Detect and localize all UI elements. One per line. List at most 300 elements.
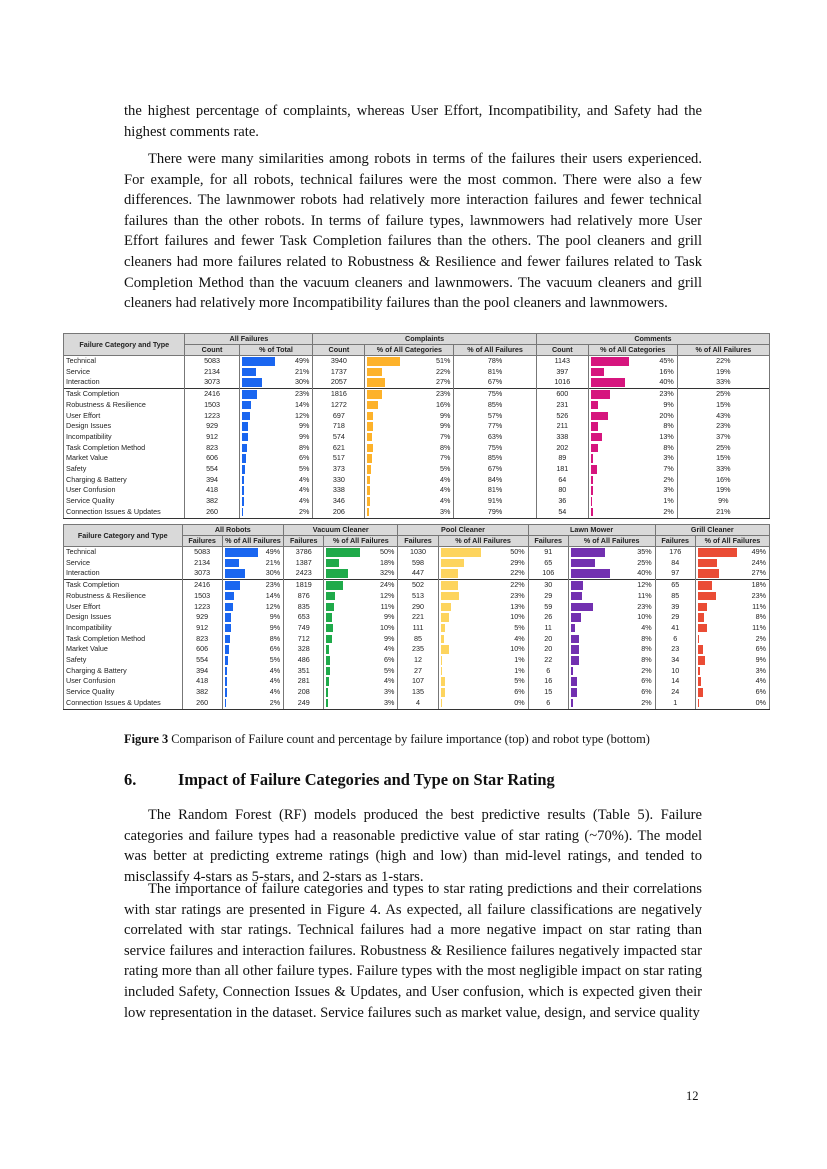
vac-percent <box>324 698 398 709</box>
data-bar <box>571 592 582 601</box>
failures-count: 6 <box>528 698 568 709</box>
percent-value: 4% <box>299 474 310 484</box>
pool-percent <box>438 698 528 709</box>
failures-count: 1 <box>655 698 695 709</box>
failures-count: 85 <box>655 591 695 602</box>
data-bar <box>698 592 716 601</box>
grill-percent <box>695 644 769 655</box>
data-bar <box>441 645 449 654</box>
count-value: 202 <box>536 443 588 454</box>
table-row <box>64 655 770 666</box>
all-failures-percent <box>239 475 313 486</box>
count-value: 929 <box>185 421 239 432</box>
row-label: Charging & Battery <box>64 475 185 486</box>
lawn-percent <box>568 558 655 569</box>
table-row <box>64 377 770 388</box>
percent-value: 51% <box>435 356 451 365</box>
count-value: 373 <box>313 464 365 475</box>
row-label: Service <box>64 367 185 378</box>
grill-percent <box>695 623 769 634</box>
row-label: Robustness & Resilience <box>64 591 183 602</box>
failures-count: 447 <box>398 568 438 579</box>
failures-count: 111 <box>398 623 438 634</box>
vac-percent <box>324 666 398 677</box>
all-percent <box>222 580 283 591</box>
subheader: % of Total <box>239 345 313 356</box>
group-header-comments: Comments <box>536 334 769 345</box>
comments-failure-percent: 25% <box>677 443 769 454</box>
data-bar <box>367 368 381 377</box>
percent-value: 2% <box>641 665 652 675</box>
data-bar <box>225 688 228 697</box>
pool-percent <box>438 644 528 655</box>
percent-value: 2% <box>755 633 766 643</box>
failures-count: 290 <box>398 602 438 613</box>
table-row <box>64 676 770 687</box>
failures-count: 24 <box>655 687 695 698</box>
all-percent <box>222 666 283 677</box>
count-value: 5083 <box>185 356 239 367</box>
percent-value: 9% <box>299 421 310 431</box>
table-row <box>64 612 770 623</box>
percent-value: 9% <box>384 633 395 643</box>
complaints-category-percent <box>365 453 454 464</box>
percent-value: 27% <box>751 568 766 578</box>
comments-failure-percent: 15% <box>677 400 769 411</box>
failures-count: 65 <box>655 580 695 591</box>
vac-percent <box>324 591 398 602</box>
vac-percent <box>324 580 398 591</box>
count-value: 338 <box>313 485 365 496</box>
vac-percent <box>324 634 398 645</box>
data-bar <box>571 613 581 622</box>
table-row <box>64 432 770 443</box>
failures-count: 606 <box>182 644 222 655</box>
page-number: 12 <box>686 1089 699 1103</box>
failures-count: 260 <box>182 698 222 709</box>
group-header-pool-cleaner: Pool Cleaner <box>398 525 528 536</box>
grill-percent <box>695 676 769 687</box>
percent-value: 10% <box>510 644 525 654</box>
data-bar <box>441 677 445 686</box>
percent-value: 3% <box>384 687 395 697</box>
percent-value: 23% <box>265 580 281 590</box>
pool-percent <box>438 666 528 677</box>
comments-failure-percent: 33% <box>677 377 769 388</box>
data-bar <box>242 486 245 495</box>
comments-failure-percent: 22% <box>677 356 769 367</box>
percent-value: 5% <box>269 655 281 665</box>
data-bar <box>225 613 231 622</box>
lawn-percent <box>568 698 655 709</box>
all-percent <box>222 602 283 613</box>
percent-value: 24% <box>751 557 766 567</box>
percent-value: 3% <box>755 665 766 675</box>
count-value: 912 <box>185 432 239 443</box>
subheader: % of All Categories <box>365 345 454 356</box>
data-bar <box>571 645 579 654</box>
failures-count: 2423 <box>284 568 324 579</box>
column-header-category: Failure Category and Type <box>64 525 183 547</box>
complaints-category-percent <box>365 377 454 388</box>
row-label: Service Quality <box>64 496 185 507</box>
percent-value: 4% <box>269 687 281 697</box>
failures-count: 91 <box>528 547 568 558</box>
failures-count: 106 <box>528 568 568 579</box>
group-header-grill-cleaner: Grill Cleaner <box>655 525 769 536</box>
all-failures-percent <box>239 400 313 411</box>
comments-category-percent <box>588 485 677 496</box>
row-label: Task Completion Method <box>64 443 185 454</box>
row-label: User Confusion <box>64 676 183 687</box>
lawn-percent <box>568 612 655 623</box>
count-value: 181 <box>536 464 588 475</box>
vac-percent <box>324 687 398 698</box>
pool-percent <box>438 634 528 645</box>
data-bar <box>441 699 443 708</box>
row-label: Market Value <box>64 453 185 464</box>
table-row <box>64 464 770 475</box>
percent-value: 5% <box>384 665 395 675</box>
count-value: 338 <box>536 432 588 443</box>
failures-count: 176 <box>655 547 695 558</box>
percent-value: 18% <box>380 557 395 567</box>
all-failures-percent <box>239 367 313 378</box>
data-bar <box>326 548 360 557</box>
failures-count: 929 <box>182 612 222 623</box>
paragraph-importance: The importance of failure categories and types to star rating predictions and their correlations with star ratings are presented in Figure 4. As expected, all failure classifications are negatively correlated with star ratings. Technical failures had a more negative impact on star rating than service failures and interaction failures. Robustness & Resilience failures negatively impacted star rating more than all other failure types. Failure types with the most negligible impact on star rating included Safety, Connection Issues & Updates, and User confusion, which is expected given their low representation in the dataset. Service failures such as market value, design, and service quality <box>124 881 702 1021</box>
data-bar <box>441 635 444 644</box>
failures-count: 502 <box>398 580 438 591</box>
data-bar <box>367 444 372 453</box>
percent-value: 11% <box>637 590 652 600</box>
percent-value: 9% <box>269 622 281 632</box>
failures-count: 30 <box>528 580 568 591</box>
section-number: 6. <box>124 770 137 789</box>
all-failures-percent <box>239 356 313 367</box>
data-bar <box>698 548 737 557</box>
data-bar <box>591 486 594 495</box>
percent-value: 23% <box>510 590 525 600</box>
complaints-failure-percent: 91% <box>454 496 536 507</box>
section-title: Impact of Failure Categories and Type on Star Rating <box>178 770 555 789</box>
data-bar <box>225 656 228 665</box>
data-bar <box>571 677 577 686</box>
percent-value: 13% <box>510 601 525 611</box>
table-row <box>64 496 770 507</box>
data-bar <box>326 645 329 654</box>
row-label: User Effort <box>64 602 183 613</box>
failures-count: 16 <box>528 676 568 687</box>
row-label: Design Issues <box>64 612 183 623</box>
percent-value: 6% <box>384 655 395 665</box>
failures-count: 39 <box>655 602 695 613</box>
data-bar <box>591 444 598 453</box>
percent-value: 9% <box>384 612 395 622</box>
percent-value: 16% <box>659 366 674 376</box>
data-bar <box>326 656 330 665</box>
paragraph-robot-similarities: There were many similarities among robots in terms of the failures their users experienced. For example, for all robots, technical failures were the most common. There were also a few differences. The lawnmower robots had relatively more interaction failures and fewer technical failures than the other robots. In terms of failure types, lawnmowers had relatively more User Effort failures and fewer Task Completion failures than the others. The pool cleaners and grill cleaners had more failures related to Robustness & Resilience and fewer failures related to Task Completion Method than the vacuum cleaners and lawnmowers. The vacuum cleaners and grill cleaners had relatively more Incompatibility failures than the pool cleaners and lawnmowers. <box>124 151 702 312</box>
lawn-percent <box>568 623 655 634</box>
subheader-failures: Failures <box>284 536 324 547</box>
row-label: Safety <box>64 464 185 475</box>
count-value: 64 <box>536 475 588 486</box>
table-row <box>64 400 770 411</box>
data-bar <box>225 581 240 590</box>
vac-percent <box>324 623 398 634</box>
percent-value: 9% <box>439 410 451 420</box>
vac-percent <box>324 558 398 569</box>
row-label: Technical <box>64 547 183 558</box>
vac-percent <box>324 676 398 687</box>
percent-value: 49% <box>295 356 310 365</box>
all-percent <box>222 558 283 569</box>
failures-count: 221 <box>398 612 438 623</box>
comments-category-percent <box>588 475 677 486</box>
grill-percent <box>695 580 769 591</box>
data-bar <box>326 581 342 590</box>
all-failures-percent <box>239 443 313 454</box>
row-label: User Effort <box>64 411 185 422</box>
all-failures-percent <box>239 507 313 518</box>
paragraph-continued: the highest percentage of complaints, whereas User Effort, Incompatibility, and Safety had the highest comments rate. <box>124 103 702 140</box>
failures-count: 135 <box>398 687 438 698</box>
figure-caption-text: Comparison of Failure count and percentage by failure importance (top) and robot type (bottom) <box>168 732 650 746</box>
data-bar <box>326 677 329 686</box>
lawn-percent <box>568 591 655 602</box>
complaints-failure-percent: 85% <box>454 400 536 411</box>
percent-value: 0% <box>755 697 766 707</box>
pool-percent <box>438 568 528 579</box>
lawn-percent <box>568 568 655 579</box>
percent-value: 4% <box>269 665 281 675</box>
row-label: Incompatibility <box>64 432 185 443</box>
data-bar <box>367 422 373 431</box>
failures-count: 20 <box>528 634 568 645</box>
count-value: 1816 <box>313 389 365 400</box>
vac-percent <box>324 547 398 558</box>
percent-value: 8% <box>641 633 652 643</box>
data-bar <box>441 624 445 633</box>
data-bar <box>698 656 705 665</box>
failures-count: 281 <box>284 676 324 687</box>
failures-count: 328 <box>284 644 324 655</box>
count-value: 600 <box>536 389 588 400</box>
all-failures-percent <box>239 377 313 388</box>
percent-value: 4% <box>299 496 310 506</box>
percent-value: 12% <box>637 580 652 590</box>
failures-count: 1819 <box>284 580 324 591</box>
data-bar <box>242 390 257 399</box>
count-value: 54 <box>536 507 588 518</box>
data-bar <box>326 559 338 568</box>
complaints-category-percent <box>365 367 454 378</box>
count-value: 346 <box>313 496 365 507</box>
complaints-failure-percent: 57% <box>454 411 536 422</box>
comments-category-percent <box>588 507 677 518</box>
percent-value: 50% <box>380 547 395 556</box>
failures-count: 12 <box>398 655 438 666</box>
complaints-failure-percent: 84% <box>454 475 536 486</box>
failures-count: 6 <box>528 666 568 677</box>
count-value: 1016 <box>536 377 588 388</box>
subheader-percent: % of All Failures <box>438 536 528 547</box>
data-bar <box>698 699 700 708</box>
count-value: 606 <box>185 453 239 464</box>
percent-value: 10% <box>637 612 652 622</box>
failures-count: 598 <box>398 558 438 569</box>
complaints-category-percent <box>365 411 454 422</box>
data-bar <box>242 422 248 431</box>
row-label: Task Completion <box>64 580 183 591</box>
comments-category-percent <box>588 421 677 432</box>
percent-value: 7% <box>439 431 451 441</box>
complaints-failure-percent: 67% <box>454 464 536 475</box>
table-row <box>64 507 770 518</box>
table-row <box>64 389 770 400</box>
failures-count: 97 <box>655 568 695 579</box>
data-bar <box>698 613 704 622</box>
subheader: % of All Failures <box>454 345 536 356</box>
complaints-category-percent <box>365 507 454 518</box>
grill-percent <box>695 687 769 698</box>
comments-failure-percent: 15% <box>677 453 769 464</box>
percent-value: 30% <box>265 568 281 578</box>
percent-value: 9% <box>299 431 310 441</box>
count-value: 330 <box>313 475 365 486</box>
data-bar <box>225 569 245 578</box>
percent-value: 12% <box>265 601 281 611</box>
data-bar <box>326 635 332 644</box>
row-label: Task Completion <box>64 389 185 400</box>
failures-count: 65 <box>528 558 568 569</box>
failures-count: 823 <box>182 634 222 645</box>
table-row <box>64 666 770 677</box>
data-bar <box>242 444 247 453</box>
comments-category-percent <box>588 377 677 388</box>
all-percent <box>222 634 283 645</box>
lawn-percent <box>568 687 655 698</box>
failures-count: 382 <box>182 687 222 698</box>
data-bar <box>225 603 233 612</box>
complaints-category-percent <box>365 475 454 486</box>
failure-importance-table <box>63 333 770 519</box>
percent-value: 25% <box>637 557 652 567</box>
count-value: 517 <box>313 453 365 464</box>
failures-count: 3786 <box>284 547 324 558</box>
percent-value: 8% <box>641 655 652 665</box>
table-row <box>64 591 770 602</box>
data-bar <box>698 688 703 697</box>
complaints-category-percent <box>365 389 454 400</box>
table-row <box>64 602 770 613</box>
row-label: Connection Issues & Updates <box>64 698 183 709</box>
data-bar <box>441 603 451 612</box>
failures-count: 394 <box>182 666 222 677</box>
percent-value: 8% <box>269 633 281 643</box>
lawn-percent <box>568 634 655 645</box>
failures-count: 59 <box>528 602 568 613</box>
subheader-failures: Failures <box>655 536 695 547</box>
percent-value: 8% <box>299 442 310 452</box>
percent-value: 3% <box>663 485 674 495</box>
subheader: Count <box>536 345 588 356</box>
subheader: Count <box>313 345 365 356</box>
grill-percent <box>695 591 769 602</box>
all-failures-percent <box>239 389 313 400</box>
failures-count: 29 <box>528 591 568 602</box>
failures-count: 4 <box>398 698 438 709</box>
row-label: Market Value <box>64 644 183 655</box>
all-percent <box>222 644 283 655</box>
data-bar <box>441 667 443 676</box>
subheader-failures: Failures <box>398 536 438 547</box>
count-value: 397 <box>536 367 588 378</box>
lawn-percent <box>568 666 655 677</box>
percent-value: 5% <box>514 676 525 686</box>
comments-category-percent <box>588 367 677 378</box>
data-bar <box>326 613 332 622</box>
percent-value: 18% <box>751 580 766 590</box>
data-bar <box>367 433 372 442</box>
data-bar <box>326 569 348 578</box>
grill-percent <box>695 558 769 569</box>
data-bar <box>591 476 593 485</box>
data-bar <box>571 635 579 644</box>
all-failures-percent <box>239 464 313 475</box>
complaints-category-percent <box>365 496 454 507</box>
subheader-failures: Failures <box>528 536 568 547</box>
data-bar <box>698 677 701 686</box>
group-header-lawn-mower: Lawn Mower <box>528 525 655 536</box>
percent-value: 4% <box>514 633 525 643</box>
data-bar <box>326 624 333 633</box>
complaints-category-percent <box>365 443 454 454</box>
data-bar <box>242 368 256 377</box>
data-bar <box>326 688 328 697</box>
failures-count: 11 <box>528 623 568 634</box>
percent-value: 8% <box>663 421 674 431</box>
percent-value: 1% <box>514 655 525 665</box>
failures-count: 85 <box>398 634 438 645</box>
count-value: 394 <box>185 475 239 486</box>
failures-count: 418 <box>182 676 222 687</box>
count-value: 3940 <box>313 356 365 367</box>
lawn-percent <box>568 580 655 591</box>
complaints-failure-percent: 67% <box>454 377 536 388</box>
data-bar <box>698 635 700 644</box>
data-bar <box>698 569 719 578</box>
complaints-failure-percent: 85% <box>454 453 536 464</box>
subheader-percent: % of All Failures <box>568 536 655 547</box>
complaints-failure-percent: 77% <box>454 421 536 432</box>
percent-value: 20% <box>659 410 674 420</box>
table-row <box>64 644 770 655</box>
percent-value: 9% <box>755 655 766 665</box>
count-value: 2416 <box>185 389 239 400</box>
percent-value: 4% <box>439 496 451 506</box>
complaints-failure-percent: 63% <box>454 432 536 443</box>
percent-value: 9% <box>663 399 674 409</box>
percent-value: 40% <box>659 377 674 387</box>
row-label: Safety <box>64 655 183 666</box>
percent-value: 6% <box>755 644 766 654</box>
data-bar <box>571 688 577 697</box>
table-row <box>64 698 770 709</box>
percent-value: 10% <box>380 622 395 632</box>
failures-count: 22 <box>528 655 568 666</box>
percent-value: 6% <box>641 676 652 686</box>
